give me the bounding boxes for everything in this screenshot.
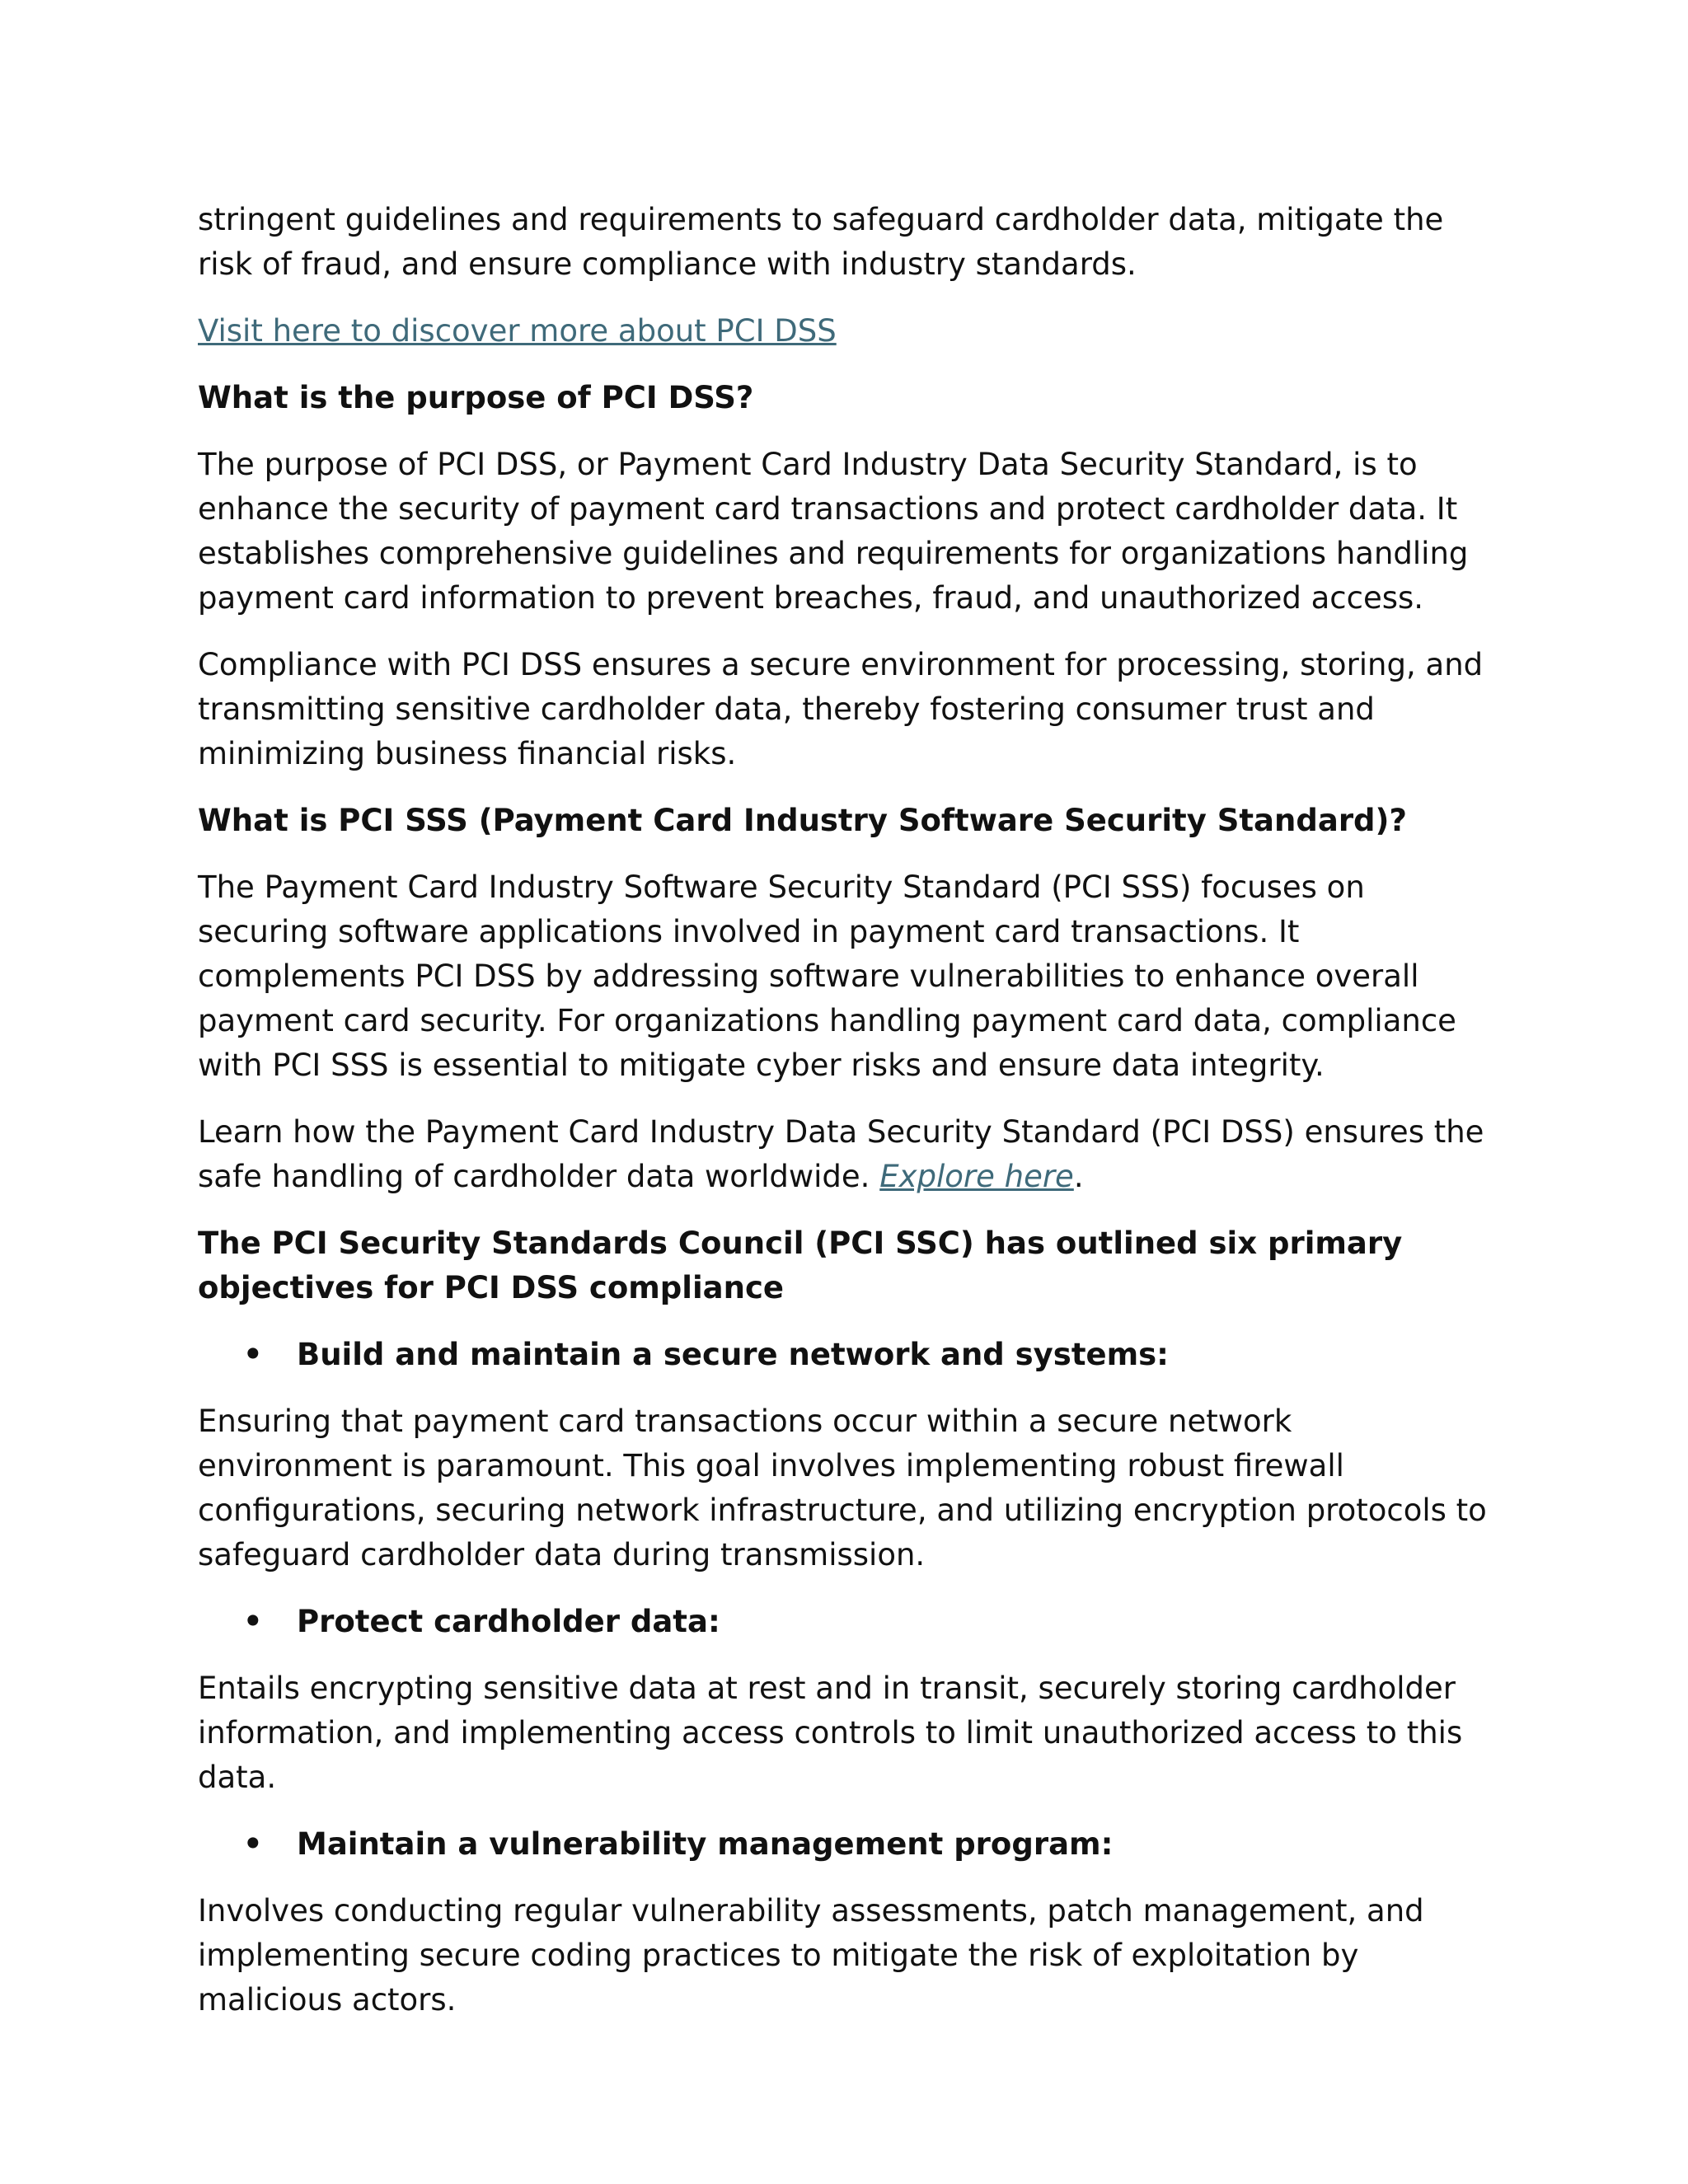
bullet-icon: • [243, 1826, 263, 1862]
objective-title-3: Maintain a vulnerability management program: [297, 1826, 1114, 1862]
explore-here-link[interactable]: Explore here [879, 1159, 1074, 1194]
objective-bullet-3 [198, 1822, 1492, 1867]
purpose-heading: What is the purpose of PCI DSS? [198, 380, 754, 415]
intro-continuation: stringent guidelines and requirements to safeguard cardholder data, mitigate the risk of fraud, and ensure compliance with industry standards. [198, 202, 1444, 282]
objective-bullet-2 [198, 1600, 1492, 1644]
visit-pci-dss-link[interactable]: Visit here to discover more about PCI DSS [198, 313, 837, 349]
purpose-paragraph-2: Compliance with PCI DSS ensures a secure environment for processing, storing, and transmitting sensitive cardholder data, thereby fostering consumer trust and minimizing business financial risks. [198, 647, 1484, 771]
objectives-heading: The PCI Security Standards Council (PCI SSC) has outlined six primary objectives for PCI DSS compliance [198, 1226, 1403, 1305]
objective-body-1: Ensuring that payment card transactions occur within a secure network environment is paramount. This goal involves implementing robust firewall configurations, securing network infrastructure, and utilizing encryption protocols to safeguard cardholder data during transmission. [198, 1404, 1487, 1572]
objective-title-1: Build and maintain a secure network and systems: [297, 1337, 1169, 1372]
learn-text: Learn how the Payment Card Industry Data Security Standard (PCI DSS) ensures the safe handling of cardholder data worldwide. [198, 1114, 1484, 1194]
objective-body-2: Entails encrypting sensitive data at rest and in transit, securely storing cardholder information, and implementing access controls to limit unauthorized access to this data. [198, 1671, 1463, 1795]
purpose-paragraph-1: The purpose of PCI DSS, or Payment Card Industry Data Security Standard, is to enhance the security of payment card transactions and protect cardholder data. It establishes comprehensive guidelines and requirements for organizations handling payment card information to prevent breaches, fraud, and unauthorized access. [198, 447, 1469, 616]
bullet-icon: • [243, 1337, 263, 1372]
sss-paragraph: The Payment Card Industry Software Security Standard (PCI SSS) focuses on securing software applications involved in payment card transactions. It complements PCI DSS by addressing software vulnerabilities to enhance overall payment card security. For organizations handling payment card data, compliance with PCI SSS is essential to mitigate cyber risks and ensure data integrity. [198, 869, 1456, 1083]
bullet-icon: • [243, 1604, 263, 1639]
sss-heading: What is PCI SSS (Payment Card Industry Software Security Standard)? [198, 803, 1407, 838]
learn-paragraph [198, 1110, 1492, 1199]
document-page [198, 198, 1492, 2045]
objective-body-3: Involves conducting regular vulnerability assessments, patch management, and implementing secure coding practices to mitigate the risk of exploitation by malicious actors. [198, 1893, 1424, 2018]
objective-bullet-1 [198, 1333, 1492, 1377]
visit-link-paragraph [198, 309, 1492, 354]
objective-title-2: Protect cardholder data: [297, 1604, 720, 1639]
learn-period: . [1073, 1159, 1084, 1194]
